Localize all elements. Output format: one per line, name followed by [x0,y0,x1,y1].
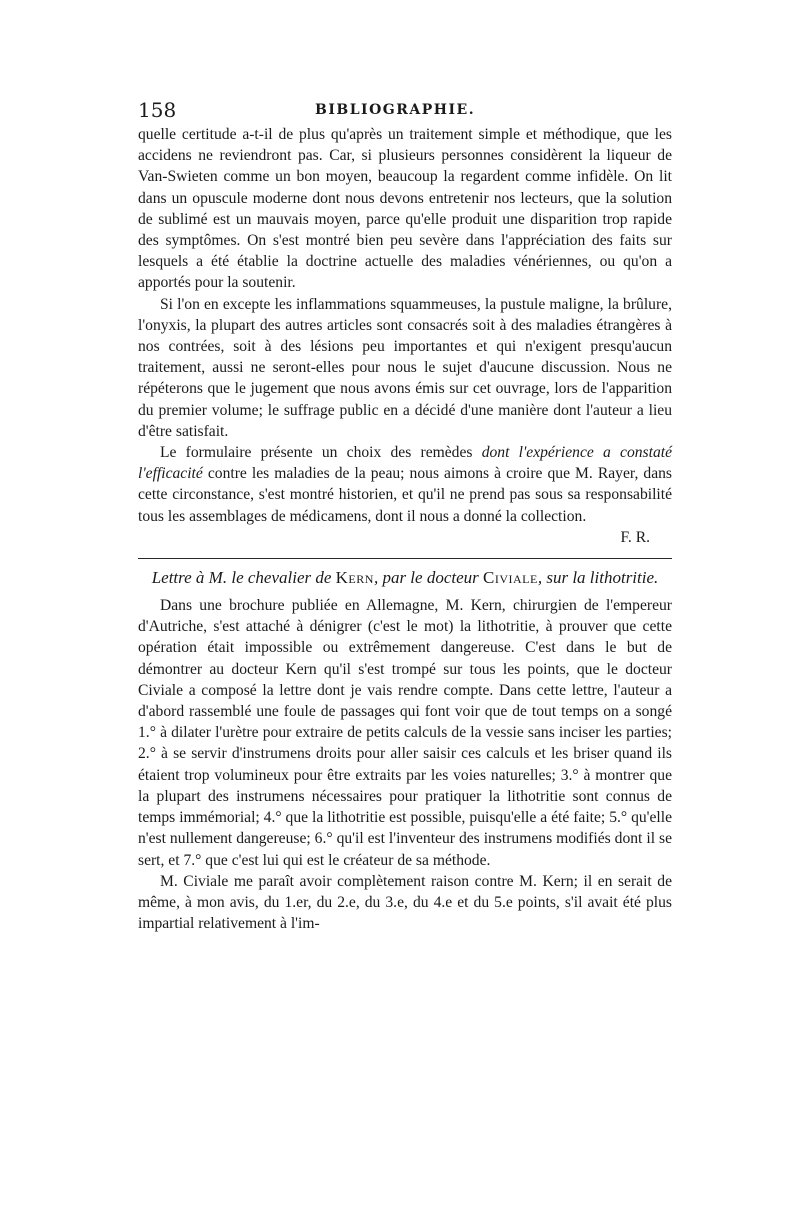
review-paragraph-1: quelle certitude a-t-il de plus qu'après un traitement simple et méthodique, que les accidens ne reviendront pas. Car, si plusieurs personnes considèrent la liqueur de Van-Swieten comme un bon moyen, beaucoup la regardent comme infidèle. On lit dans un opuscule moderne dont nous devons entretenir nos lecteurs, que la solution de sublimé est un mauvais moyen, parce qu'elle produit une disparition trop rapide des symptômes. On s'est montré bien peu sevère dans l'appréciation des faits sur lesquels a été établie la doctrine actuelle des maladies vénériennes, ou qu'on a apportés pour la soutenir. [138,126,672,292]
review-signature: F. R. [620,528,650,546]
formulary-italic-phrase: dont l'expérience a constaté l'efficacité [138,444,673,483]
title-name-civiale: Civiale [483,568,538,588]
article-paragraph-1: Dans une brochure publiée en Allemagne, M. Kern, chirurgien de l'empereur d'Autriche, s'est attaché à dénigrer (c'est le mot) la lithotritie, à prouver que cette opération était impossible ou extrêmement dangereuse. C'est dans le but de démontrer au docteur Kern qu'il s'est trompé sur tous les points, que le docteur Civiale a composé la lettre dont je vais rendre compte. Dans cette lettre, l'auteur a d'abord rassemblé une foule de passages qui font voir que de tout temps on a songé 1.° à dilater l'urètre pour extraire de petits calculs de la vessie sans inciser les parties; 2.° à se servir d'instrumens droits pour aller saisir ces calculs et les briser quand ils étaient trop volumineux pour être extraits par les voies naturelles; 3.° à montrer que la plupart des instrumens nécessaires pour pratiquer la lithotritie sont connus de temps immémorial; 4.° que la lithotritie est possible, puisqu'elle a été faite; 5.° qu'elle n'est nullement dangereuse; 6.° qu'il est l'inventeur des instrumens modifiés dont il se sert, et 7.° que c'est lui qui est le créateur de sa méthode. [138,597,672,869]
running-title: BIBLIOGRAPHIE. [315,102,476,118]
review-paragraph-2: Si l'on en excepte les inflammations squammeuses, la pustule maligne, la brûlure, l'onyxis, la plupart des autres articles sont consacrés soit à des maladies étrangères à nos contrées, soit à des lésions peu importantes et qui n'exigent presqu'aucun traitement, aussi ne seront-elles pour nous le sujet d'aucune discussion. Nous ne répéterons que le jugement que nous avons émis sur cet ouvrage, lors de l'apparition du premier volume; le suffrage public en a décidé d'une manière dont l'auteur a lieu d'être satisfait. [138,295,672,440]
section-divider [138,558,672,559]
signature-line [138,527,672,548]
title-text-2: , par le docteur [373,568,479,588]
article-body [138,595,672,934]
title-name-kern: Kern [335,568,374,588]
title-text-1: Lettre à M. le chevalier de [151,568,332,588]
formulary-text-start: Le formulaire présente un choix des remèdes [160,444,473,462]
article-paragraph-2: M. Civiale me paraît avoir complètement raison contre M. Kern; il en serait de même, à mon avis, du 1.er, du 2.e, du 3.e, du 4.e et du 5.e points, s'il avait été plus impartial relativement à l'im- [138,872,672,933]
running-head [138,98,672,124]
article-title [138,567,672,589]
book-page [138,98,672,934]
review-paragraph-3 [138,442,672,527]
review-continuation [138,124,672,548]
page-number: 158 [138,98,177,122]
title-text-3: , sur la lithotritie. [537,568,659,588]
formulary-text-rest: contre les maladies de la peau; nous aimons à croire que M. Rayer, dans cette circonstance, s'est montré historien, et qu'il ne prend pas sous sa responsabilité tous les assemblages de médicamens, dont il nous a donné la collection. [138,465,672,525]
